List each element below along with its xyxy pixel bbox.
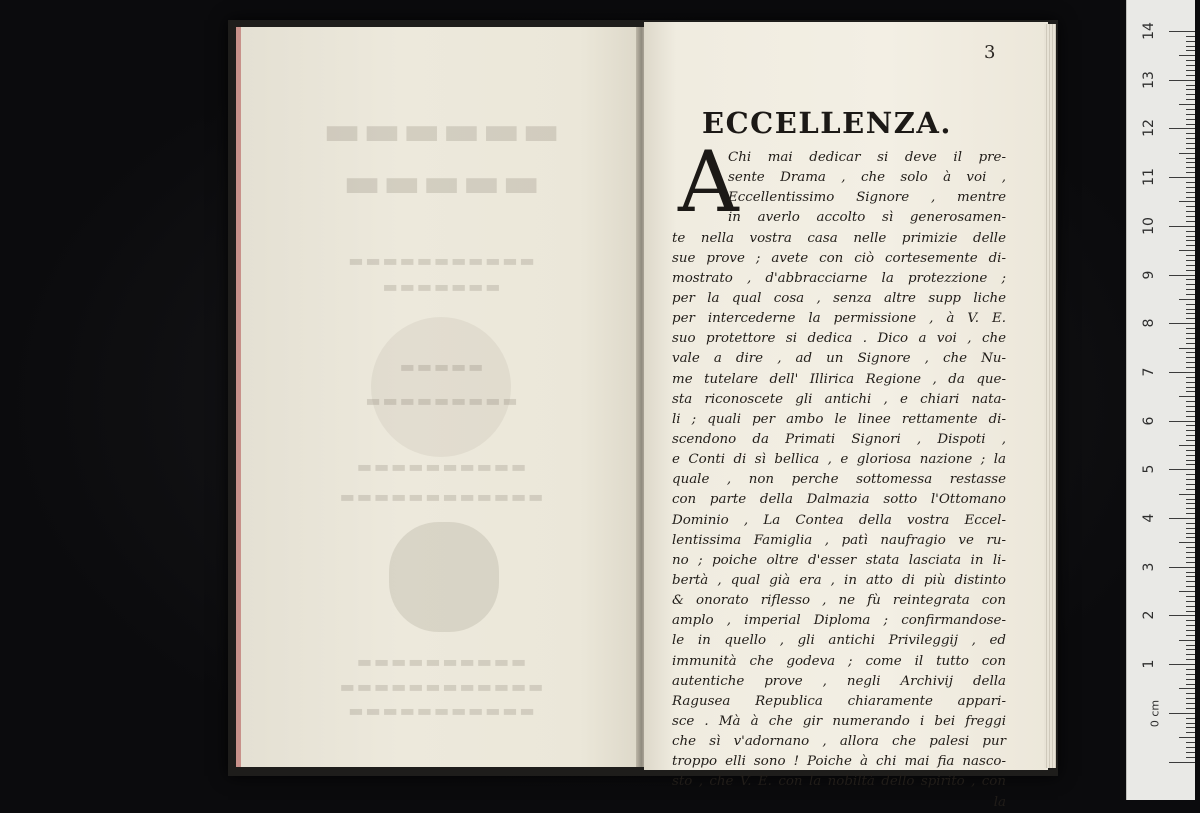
ruler-number: 14	[1141, 22, 1157, 40]
ruler-tick	[1186, 450, 1195, 451]
ruler-tick	[1186, 377, 1195, 378]
ruler-tick	[1186, 411, 1195, 412]
text-line: suo protettore si dedica . Dico a voi , che	[672, 331, 1006, 347]
ruler-tick	[1186, 313, 1195, 314]
text-line: che sì v'adornano , allora che palesi pur	[672, 734, 1006, 750]
ruler-tick	[1186, 338, 1195, 339]
ruler-number: 9	[1141, 270, 1157, 279]
ruler-tick	[1186, 133, 1195, 134]
ruler-tick	[1169, 128, 1195, 129]
ruler-tick	[1186, 742, 1195, 743]
ruler-tick	[1186, 187, 1195, 188]
ruler-tick	[1169, 80, 1195, 81]
show-through-title-line: ▬▬▬▬▬▬▬▬▬	[363, 391, 518, 410]
ruler-tick	[1186, 343, 1195, 344]
ruler-tick	[1169, 518, 1195, 519]
show-through-title-line: ▬▬▬▬▬▬▬▬▬▬▬	[346, 701, 535, 720]
ruler-tick	[1186, 158, 1195, 159]
ruler-tick	[1179, 250, 1195, 251]
ruler-tick	[1186, 479, 1195, 480]
page-block-edge	[1044, 24, 1056, 768]
page-number: 3	[984, 42, 996, 63]
show-through-title-line: ▬▬▬▬▬▬▬	[380, 277, 501, 296]
text-line: li ; quali per ambo le linee rettamente di-	[672, 411, 1006, 427]
ruler-tick	[1186, 41, 1195, 42]
ruler-tick	[1186, 172, 1195, 173]
text-line: immunità che godeva ; come il tutto con	[672, 653, 1006, 669]
ruler-tick	[1186, 89, 1195, 90]
ruler-tick	[1186, 684, 1195, 685]
ruler-tick	[1186, 698, 1195, 699]
ruler-tick	[1186, 260, 1195, 261]
ruler-tick	[1186, 162, 1195, 163]
ruler-tick	[1186, 576, 1195, 577]
ruler-tick	[1186, 294, 1195, 295]
text-line: per intercederne la permissione , à V. E.	[672, 311, 1006, 327]
ruler-number: 7	[1141, 367, 1157, 377]
ruler-tick	[1179, 591, 1195, 592]
text-line: Chi mai dedicar si deve il pre-	[728, 150, 1006, 165]
text-line: sce . Mà à che gir numerando i bei freggi	[672, 713, 1006, 729]
ruler-tick	[1186, 533, 1195, 534]
ruler-tick	[1186, 382, 1195, 383]
ruler-tick	[1186, 606, 1195, 607]
ruler-tick	[1186, 552, 1195, 553]
ruler-tick	[1186, 124, 1195, 125]
ruler-number: 1	[1141, 659, 1157, 669]
ruler-tick	[1186, 50, 1195, 51]
ruler-tick	[1186, 645, 1195, 646]
ruler-tick	[1186, 216, 1195, 217]
ruler-tick	[1186, 65, 1195, 66]
ruler-tick	[1186, 703, 1195, 704]
ruler-number: 5	[1141, 464, 1157, 474]
text-line: le in quello , gli antichi Privileggij , ed	[672, 633, 1006, 649]
ruler-tick	[1179, 494, 1195, 495]
show-through-title-line: ▬▬▬▬▬▬▬▬▬▬▬▬	[337, 487, 544, 506]
ruler-number: 11	[1141, 168, 1157, 187]
ruler-tick	[1186, 460, 1195, 461]
page-heading: ECCELLENZA.	[702, 106, 953, 140]
ruler-tick	[1169, 31, 1195, 32]
text-line: bertà , qual già era , in atto di più distinto	[672, 572, 1006, 588]
text-line: in averlo accolto sì generosamen-	[728, 210, 1006, 226]
ruler-tick	[1186, 435, 1195, 436]
ruler-tick	[1179, 640, 1195, 641]
ruler-tick	[1186, 328, 1195, 329]
ruler-tick	[1169, 713, 1195, 714]
ruler-tick	[1186, 586, 1195, 587]
ruler-tick	[1179, 55, 1195, 56]
ruler-tick	[1186, 562, 1195, 563]
text-line: autentiche prove , negli Archivij della	[672, 673, 1006, 689]
ruler-tick	[1179, 542, 1195, 543]
ruler-tick	[1186, 167, 1195, 168]
ruler-tick	[1179, 153, 1195, 154]
ruler-number: 12	[1141, 119, 1157, 138]
ruler-tick	[1169, 372, 1195, 373]
ruler-tick	[1186, 718, 1195, 719]
ruler-tick	[1186, 279, 1195, 280]
ruler-number: 2	[1141, 610, 1157, 620]
text-line: me tutelare dell' Illirica Regione , da que-	[672, 371, 1006, 387]
ruler-tick	[1186, 649, 1195, 650]
ruler-tick	[1186, 289, 1195, 290]
text-line: mostrato , d'abbracciarne la protezzione ;	[672, 270, 1006, 286]
text-line: sue prove ; avete con ciò cortesemente di-	[672, 250, 1006, 266]
ruler-tick	[1169, 615, 1195, 616]
ruler-tick	[1186, 245, 1195, 246]
ruler-tick	[1186, 625, 1195, 626]
ruler-number: 6	[1141, 416, 1157, 426]
text-line: sto , che V. E. con la nobiltà dello spirito , con	[672, 774, 1006, 790]
ruler-tick	[1186, 572, 1195, 573]
ruler-tick	[1179, 396, 1195, 397]
ruler-tick	[1169, 323, 1195, 324]
ruler-tick	[1186, 255, 1195, 256]
ruler-tick	[1186, 304, 1195, 305]
ruler-tick	[1186, 231, 1195, 232]
ruler-tick	[1179, 348, 1195, 349]
ruler-tick	[1186, 362, 1195, 363]
ruler-tick	[1186, 114, 1195, 115]
ruler-tick	[1186, 416, 1195, 417]
show-through-title-line: ▬▬▬▬▬▬	[321, 107, 560, 154]
ruler-tick	[1186, 270, 1195, 271]
show-through-title-line: ▬▬▬▬▬	[397, 357, 484, 376]
ruler-tick	[1186, 659, 1195, 660]
ruler-tick	[1186, 94, 1195, 95]
text-line: & onorato riflesso , ne fù reintegrata con	[672, 593, 1006, 609]
ruler-tick	[1186, 752, 1195, 753]
ruler-tick	[1186, 679, 1195, 680]
ruler-tick	[1169, 664, 1195, 665]
ruler-tick	[1186, 46, 1195, 47]
ruler-tick	[1186, 206, 1195, 207]
ruler-tick	[1186, 406, 1195, 407]
ruler-tick	[1179, 299, 1195, 300]
left-page	[236, 27, 640, 767]
ruler-tick	[1186, 318, 1195, 319]
ruler-tick	[1186, 723, 1195, 724]
ruler-tick	[1186, 727, 1195, 728]
ruler-tick	[1179, 104, 1195, 105]
text-line: te nella vostra casa nelle primizie delle	[672, 230, 1006, 246]
text-line: Ragusea Republica chiaramente appari-	[672, 693, 1006, 709]
ruler-tick	[1186, 236, 1195, 237]
ruler-tick	[1186, 620, 1195, 621]
ruler-tick	[1169, 177, 1195, 178]
ruler-tick	[1179, 445, 1195, 446]
text-line: la	[993, 794, 1006, 810]
show-through-title-line: ▬▬▬▬▬▬▬▬▬▬▬	[346, 251, 535, 270]
text-line: troppo elli sono ! Poiche à chi mai fia nasco-	[672, 754, 1006, 770]
text-line: per la qual cosa , senza altre supp liche	[672, 290, 1006, 306]
text-line: sente Drama , che solo à voi ,	[728, 170, 1006, 186]
ruler-tick	[1186, 36, 1195, 37]
ruler-tick	[1186, 309, 1195, 310]
ruler-tick	[1169, 567, 1195, 568]
ruler-tick	[1186, 148, 1195, 149]
ruler-tick	[1186, 138, 1195, 139]
ruler-tick	[1186, 484, 1195, 485]
ruler-tick	[1186, 425, 1195, 426]
ruler-tick	[1186, 182, 1195, 183]
ruler-tick	[1186, 693, 1195, 694]
ruler-tick	[1179, 201, 1195, 202]
ruler-tick	[1186, 391, 1195, 392]
ruler-number: 3	[1141, 562, 1157, 572]
ruler-tick	[1186, 430, 1195, 431]
ruler-tick	[1186, 85, 1195, 86]
ruler-tick	[1186, 757, 1195, 758]
ruler-tick	[1186, 596, 1195, 597]
text-line: vale a dire , ad un Signore , che Nu-	[672, 351, 1006, 367]
measuring-ruler	[1126, 0, 1195, 800]
ruler-tick	[1186, 747, 1195, 748]
ruler-tick	[1186, 109, 1195, 110]
ruler-tick	[1186, 197, 1195, 198]
text-line: amplo , imperial Diploma ; confirmandose-	[672, 613, 1006, 629]
ruler-tick	[1186, 284, 1195, 285]
ruler-number: 10	[1141, 216, 1157, 235]
text-line: e Conti di sì bellica , e gloriosa nazione ; la	[672, 452, 1006, 468]
ruler-tick	[1186, 143, 1195, 144]
text-line: scendono da Primati Signori , Dispoti ,	[672, 431, 1006, 447]
ruler-tick	[1186, 708, 1195, 709]
text-line: no ; poiche oltre d'esser stata lasciata in li-	[672, 552, 1006, 568]
ruler-tick	[1186, 523, 1195, 524]
ruler-tick	[1186, 75, 1195, 76]
ruler-tick	[1186, 537, 1195, 538]
right-page	[644, 22, 1048, 810]
ruler-tick	[1186, 547, 1195, 548]
ruler-tick	[1186, 192, 1195, 193]
ruler-tick	[1186, 503, 1195, 504]
ruler-tick	[1186, 513, 1195, 514]
ruler-tick	[1186, 611, 1195, 612]
ruler-tick	[1179, 737, 1195, 738]
ruler-tick	[1186, 464, 1195, 465]
text-line: sta riconoscete gli antichi , e chiari nata-	[672, 391, 1006, 407]
ruler-tick	[1186, 440, 1195, 441]
ruler-tick	[1169, 421, 1195, 422]
ruler-tick	[1169, 226, 1195, 227]
show-through-ornament	[389, 522, 499, 632]
ruler-tick	[1186, 635, 1195, 636]
ruler-number: 8	[1141, 318, 1157, 328]
ruler-tick	[1186, 357, 1195, 358]
ruler-tick	[1186, 240, 1195, 241]
text-line: lentissima Famiglia , patì naufragio ve ru-	[672, 532, 1006, 548]
ruler-tick	[1186, 211, 1195, 212]
ruler-tick	[1186, 387, 1195, 388]
show-through-library-stamp	[371, 317, 511, 457]
show-through-title-line: ▬▬▬▬▬▬▬▬▬▬	[354, 652, 527, 671]
ruler-tick	[1186, 528, 1195, 529]
ruler-tick	[1186, 352, 1195, 353]
ruler-tick	[1186, 60, 1195, 61]
ruler-tick	[1186, 508, 1195, 509]
ruler-tick	[1186, 265, 1195, 266]
ruler-tick	[1186, 333, 1195, 334]
ruler-tick	[1186, 474, 1195, 475]
text-line: con parte della Dalmazia sotto l'Ottomano	[672, 492, 1006, 508]
ruler-number: 4	[1141, 513, 1157, 523]
ruler-tick	[1186, 601, 1195, 602]
ruler-tick	[1186, 221, 1195, 222]
ruler-tick	[1186, 499, 1195, 500]
ruler-tick	[1179, 688, 1195, 689]
ruler-tick	[1186, 70, 1195, 71]
ruler-tick	[1186, 732, 1195, 733]
ruler-tick	[1169, 762, 1195, 763]
show-through-title-line: ▬▬▬▬▬▬▬▬▬▬▬▬	[337, 677, 544, 696]
ruler-tick	[1186, 119, 1195, 120]
ruler-tick	[1186, 630, 1195, 631]
ruler-tick	[1186, 674, 1195, 675]
ruler-tick	[1186, 401, 1195, 402]
ruler-number: 13	[1141, 70, 1157, 89]
ruler-tick	[1186, 367, 1195, 368]
ruler-tick	[1186, 581, 1195, 582]
ruler-tick	[1186, 557, 1195, 558]
text-line: Eccellentissimo Signore , mentre	[728, 190, 1006, 206]
ruler-tick	[1186, 654, 1195, 655]
ruler-tick	[1186, 455, 1195, 456]
text-line: Dominio , La Contea della vostra Eccel-	[672, 512, 1006, 528]
ruler-tick	[1169, 275, 1195, 276]
show-through-title-line: ▬▬▬▬▬	[341, 159, 540, 206]
text-line: quale , non perche sottomessa restasse	[672, 472, 1006, 488]
ruler-tick	[1169, 469, 1195, 470]
ruler-unit-label: 0 cm	[1148, 699, 1162, 727]
ruler-tick	[1186, 669, 1195, 670]
dedication-text	[672, 148, 1006, 813]
ruler-tick	[1186, 99, 1195, 100]
show-through-title-line: ▬▬▬▬▬▬▬▬▬▬	[354, 457, 527, 476]
drop-cap: A	[678, 133, 739, 231]
ruler-tick	[1186, 489, 1195, 490]
